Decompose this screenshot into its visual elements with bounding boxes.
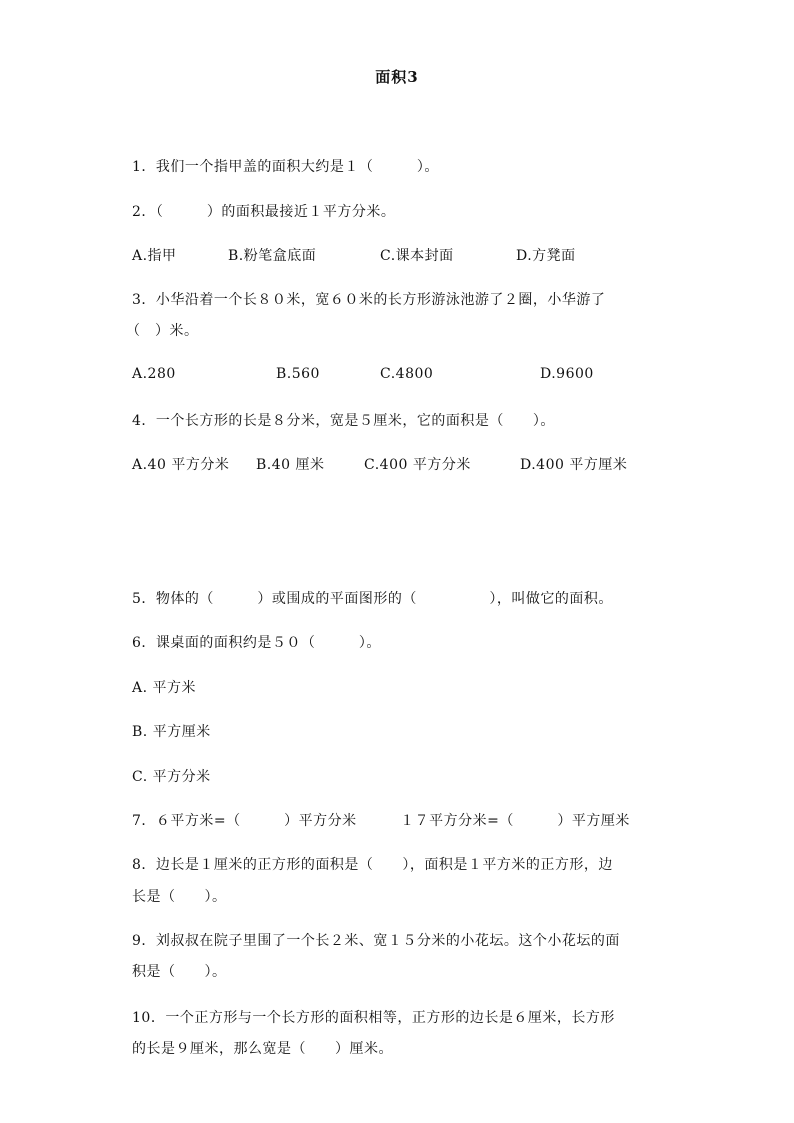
q3-option-a: A.280 [132,366,176,382]
question-9: 9．刘叔叔在院子里围了一个长２米、宽１５分米的小花坛。这个小花坛的面 [132,933,620,949]
question-8: 8．边长是１厘米的正方形的面积是（ ），面积是１平方米的正方形，边 [132,857,613,873]
q2-option-c: C.课本封面 [380,248,454,264]
q4-option-a: A.40 平方分米 [132,457,230,473]
question-7: 7．６平方米=（ ）平方分米 １７平方分米=（ ）平方厘米 [132,813,630,829]
question-4: 4．一个长方形的长是８分米，宽是５厘米，它的面积是（ ）。 [132,413,555,429]
question-2: 2．（ ）的面积最接近１平方分米。 [132,204,396,220]
q6-option-a: A. 平方米 [132,680,197,696]
question-3: 3．小华沿着一个长８０米，宽６０米的长方形游泳池游了２圈，小华游了 [132,292,606,308]
question-8-cont: 长是（ ）。 [132,889,227,905]
q3-option-c: C.4800 [380,366,434,382]
question-1: 1．我们一个指甲盖的面积大约是１（ ）。 [132,159,439,175]
page-title: 面积3 [375,68,419,86]
q4-option-c: C.400 平方分米 [364,457,471,473]
q4-option-d: D.400 平方厘米 [520,457,628,473]
q3-option-d: D.9600 [540,366,594,382]
q3-option-b: B.560 [276,366,320,382]
question-3-cont: （ ）米。 [126,323,199,339]
question-10-cont: 的长是９厘米，那么宽是（ ）厘米。 [132,1041,393,1057]
question-9-cont: 积是（ ）。 [132,964,227,980]
q4-option-b: B.40 厘米 [256,457,325,473]
q6-option-c: C. 平方分米 [132,769,211,785]
q6-option-b: B. 平方厘米 [132,724,211,740]
question-5: 5．物体的（ ）或围成的平面图形的（ ），叫做它的面积。 [132,591,613,607]
q2-option-b: B.粉笔盒底面 [228,248,317,264]
question-6: 6．课桌面的面积约是５０（ ）。 [132,635,381,651]
question-10: 10．一个正方形与一个长方形的面积相等，正方形的边长是６厘米，长方形 [132,1010,615,1026]
q2-option-a: A.指甲 [132,248,177,264]
q2-option-d: D.方凳面 [516,248,576,264]
